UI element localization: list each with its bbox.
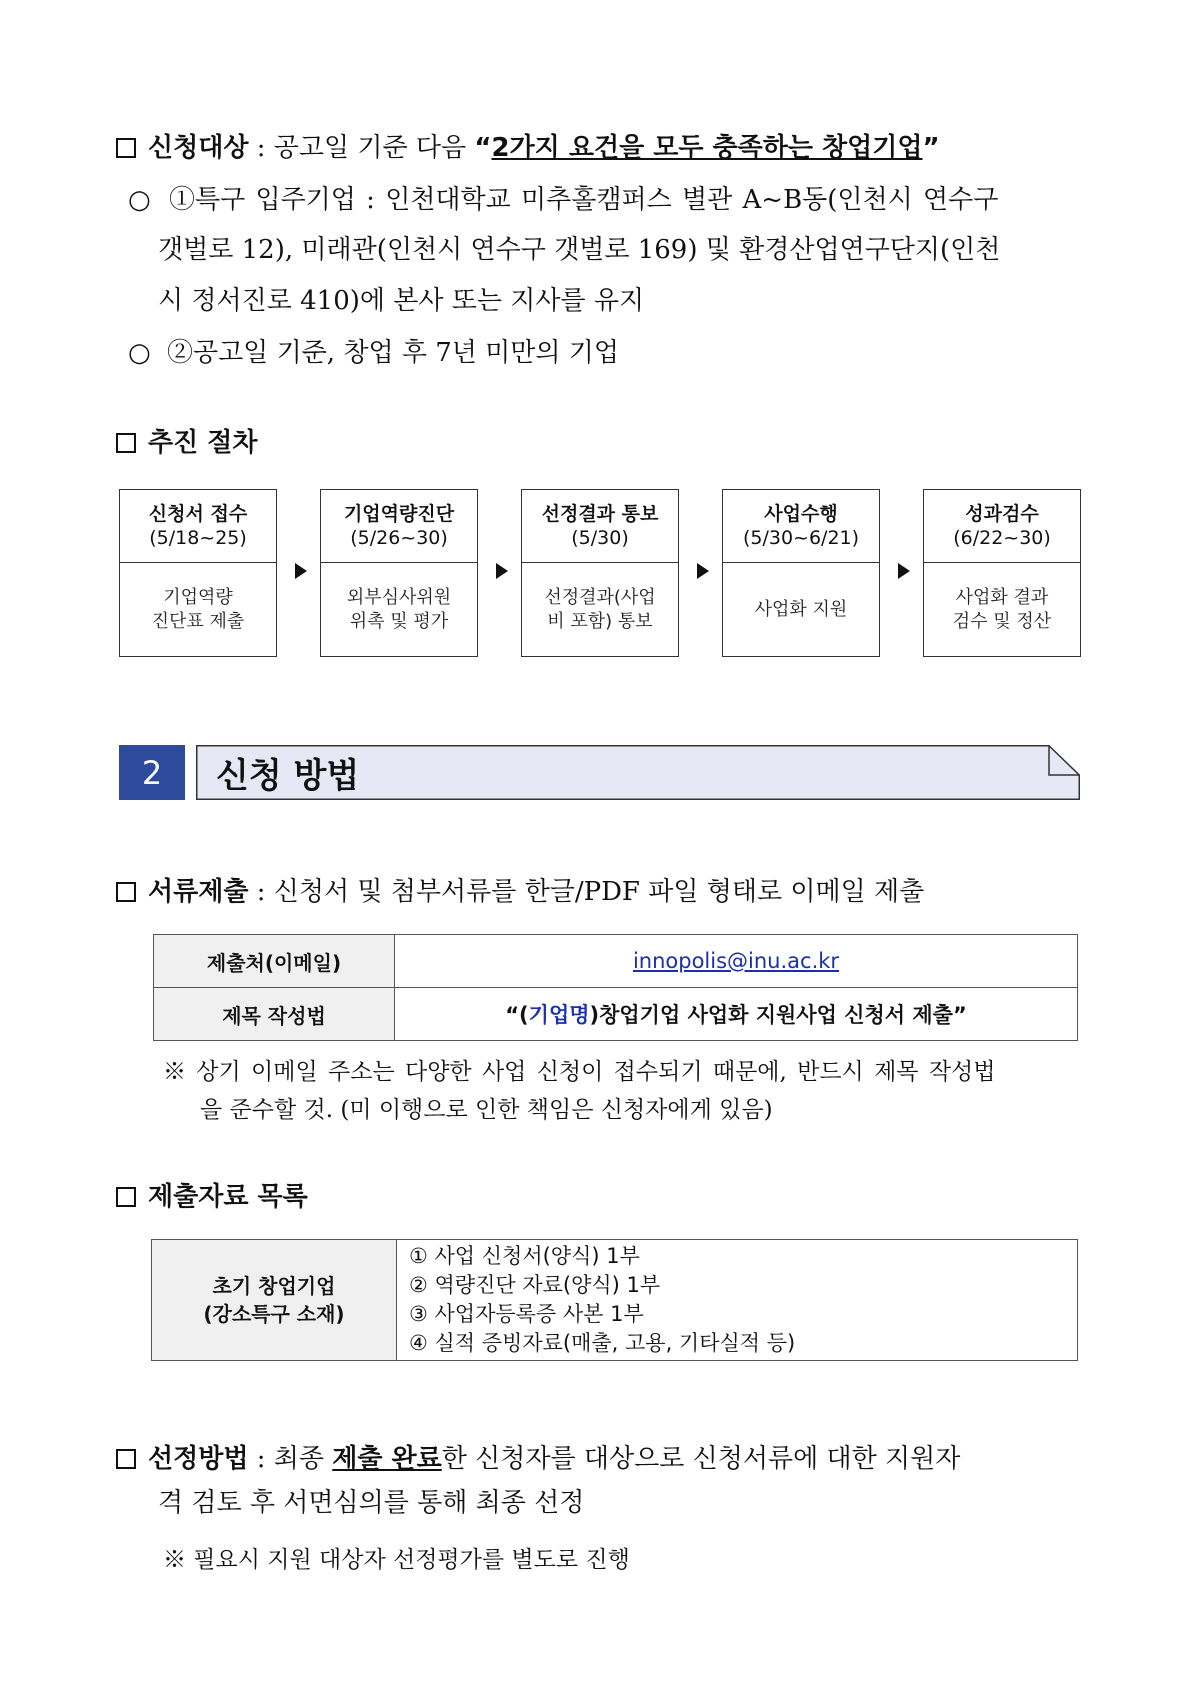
submission-table	[153, 934, 1078, 1041]
checkbox-square-icon	[116, 1187, 136, 1207]
list-item: ③ 사업자등록증 사본 1부	[409, 1302, 644, 1326]
email-header: 제출처(이메일)	[154, 935, 395, 988]
list-item: ② 역량진단 자료(양식) 1부	[409, 1273, 661, 1297]
submission-heading	[116, 875, 924, 909]
procedure-step-5	[923, 489, 1081, 657]
company-name-placeholder: 기업명	[528, 1003, 590, 1027]
subject-open: “(	[505, 1003, 529, 1027]
step-description: 선정결과(사업 비 포함) 통보	[544, 587, 656, 632]
procedure-step-3	[521, 489, 679, 657]
quote-close: ”	[922, 133, 940, 163]
separator: :	[248, 133, 274, 163]
eligibility-label: 신청대상	[148, 133, 249, 163]
checkbox-square-icon	[116, 1449, 136, 1469]
step-title: 사업수행	[764, 503, 838, 525]
quote-open: “	[474, 133, 492, 163]
checkbox-square-icon	[116, 882, 136, 902]
checkbox-square-icon	[116, 433, 136, 453]
email-cell	[395, 935, 1078, 988]
bullet-circle-icon: ○	[128, 338, 151, 368]
arrow-right-icon	[496, 563, 508, 579]
documents-heading	[116, 1180, 308, 1214]
email-link[interactable]: innopolis@inu.ac.kr	[632, 949, 840, 973]
arrow-right-icon	[697, 563, 709, 579]
section-title: 신청 방법	[216, 756, 360, 796]
submission-label: 서류제출	[148, 877, 249, 907]
step-description: 외부심사위원 위촉 및 평가	[346, 587, 452, 632]
procedure-label: 추진 절차	[148, 428, 258, 458]
selection-post: 한 신청자를 대상으로 신청서류에 대한 지원자	[441, 1444, 961, 1474]
section-number: 2	[119, 745, 185, 800]
selection-emphasis: 제출 완료	[332, 1444, 442, 1474]
procedure-step-1	[119, 489, 277, 657]
separator: :	[248, 877, 274, 907]
step-title: 선정결과 통보	[541, 503, 659, 525]
category-line2: (강소특구 소재)	[203, 1302, 345, 1326]
step-date: (5/18~25)	[149, 527, 247, 549]
separator: :	[248, 1444, 274, 1474]
eligibility-item-2	[128, 336, 619, 370]
eligibility-item-1	[128, 183, 998, 217]
step-description: 기업역량 진단표 제출	[151, 587, 245, 632]
table-row	[154, 935, 1078, 988]
selection-pre: 최종	[273, 1444, 333, 1474]
subject-header: 제목 작성법	[154, 988, 395, 1041]
procedure-step-4	[722, 489, 880, 657]
documents-list	[397, 1240, 1078, 1361]
step-description: 사업화 지원	[754, 599, 848, 620]
eligibility-intro: 공고일 기준 다음	[273, 133, 475, 163]
selection-label: 선정방법	[148, 1444, 249, 1474]
table-row	[152, 1240, 1078, 1361]
procedure-step-2	[320, 489, 478, 657]
selection-heading	[116, 1442, 960, 1476]
submission-note-line1: ※ 상기 이메일 주소는 다양한 사업 신청이 접수되기 때문에, 반드시 제목 작성법	[163, 1059, 996, 1085]
list-item: ① 사업 신청서(양식) 1부	[409, 1244, 640, 1268]
eligibility-item1-line1: ①특구 입주기업 : 인천대학교 미추홀캠퍼스 별관 A~B동(인천시 연수구	[168, 185, 999, 215]
subject-close: ”	[952, 1003, 967, 1027]
step-title: 성과검수	[965, 503, 1039, 525]
eligibility-item2-text: ②공고일 기준, 창업 후 7년 미만의 기업	[166, 338, 619, 368]
eligibility-quote: 2가지 요건을 모두 충족하는 창업기업	[491, 133, 923, 163]
subject-rest: )창업기업 사업화 지원사업 신청서 제출	[589, 1003, 953, 1027]
step-date: (5/26~30)	[350, 527, 448, 549]
step-date: (5/30~6/21)	[742, 527, 860, 549]
documents-table	[151, 1239, 1078, 1361]
list-item: ④ 실적 증빙자료(매출, 고용, 기타실적 등)	[409, 1331, 796, 1355]
selection-line2: 격 검토 후 서면심의를 통해 최종 선정	[158, 1488, 585, 1518]
step-date: (6/22~30)	[953, 527, 1051, 549]
documents-category	[152, 1240, 397, 1361]
step-title: 기업역량진단	[343, 503, 455, 525]
bullet-circle-icon: ○	[128, 185, 151, 215]
checkbox-square-icon	[116, 138, 136, 158]
documents-label: 제출자료 목록	[148, 1182, 308, 1212]
submission-text: 신청서 및 첨부서류를 한글/PDF 파일 형태로 이메일 제출	[273, 877, 925, 907]
step-description: 사업화 결과 검수 및 정산	[952, 587, 1052, 632]
eligibility-heading	[116, 131, 940, 165]
subject-format-cell	[395, 988, 1078, 1041]
arrow-right-icon	[898, 563, 910, 579]
category-line1: 초기 창업기업	[212, 1274, 336, 1298]
arrow-right-icon	[295, 563, 307, 579]
procedure-heading	[116, 426, 258, 460]
step-title: 신청서 접수	[148, 503, 248, 525]
table-row	[154, 988, 1078, 1041]
step-date: (5/30)	[571, 527, 629, 549]
selection-note: ※ 필요시 지원 대상자 선정평가를 별도로 진행	[163, 1547, 630, 1573]
eligibility-item1-line3: 시 정서진로 410)에 본사 또는 지사를 유지	[158, 286, 645, 316]
submission-note-line2: 을 준수할 것. (미 이행으로 인한 책임은 신청자에게 있음)	[200, 1097, 773, 1123]
eligibility-item1-line2: 갯벌로 12), 미래관(인천시 연수구 갯벌로 169) 및 환경산업연구단지(인천	[158, 235, 1001, 265]
